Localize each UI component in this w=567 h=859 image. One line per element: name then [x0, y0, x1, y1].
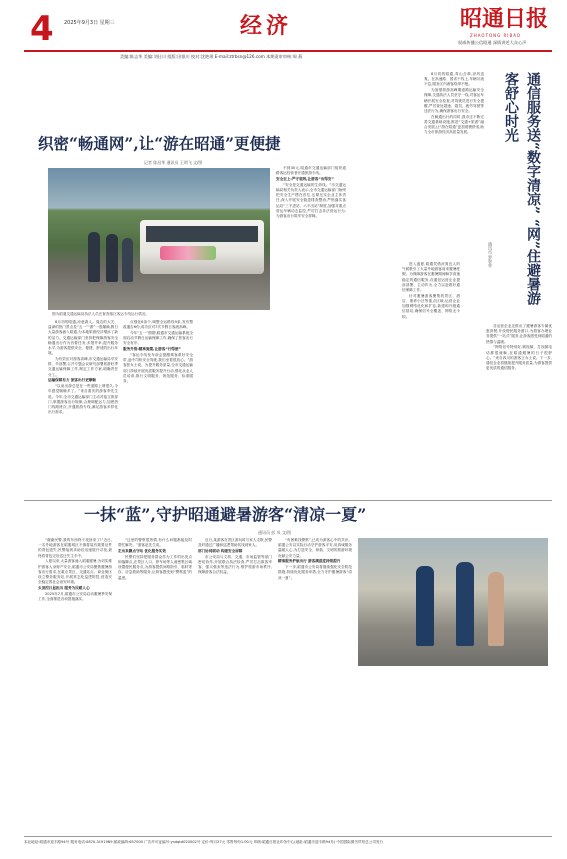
- subheading: 走出来蹲点守站 优化服务实效: [118, 549, 166, 553]
- article-headline: 一抹“蓝”,守护昭通避暑游客“清凉一夏”: [84, 505, 367, 524]
- article-photo: [358, 538, 548, 666]
- paragraph: 下一步,昭通市公安局将继续强化安全防范措施,持续优化服务举措,全力守护避暑游客“清凉一夏”。: [278, 565, 352, 580]
- subheading: 运输保障有力 旅客出行更顺畅: [48, 378, 96, 383]
- paragraph: “以前出游总是在一些道路上堵很久,今年感觉顺畅多了。”来自重庆的游客李先生说。今年,全市交通运输部门主动对接文旅部门,掌握游客出行规律,合理调配运力,加密热门线路班次,开通旅游专线,满足游客多样化出行需求。: [48, 384, 118, 415]
- paragraph: 民警们坚持把服务群众作为工作的出发点和落脚点,在景区入口、停车场等人流密集区域设置便民服务点,为游客提供问路指引、临时寄存、应急救助等服务,让游客感受到“警察蓝”的温度。: [118, 554, 192, 580]
- article-column: [123, 320, 193, 494]
- issue-date: 2025年9月3日 星期三: [64, 20, 115, 26]
- officer-figure: [416, 566, 434, 646]
- paper-tagline: 权威传播公信昭通 深情讲述大众心声: [458, 40, 527, 45]
- bus-window-band: [146, 226, 258, 242]
- bus-graphic: [140, 220, 264, 274]
- officer-figure: [456, 562, 474, 646]
- paragraph: 近日,某游客在景区游玩时与家人走散,民警及时通过广播和巡逻帮助其找到家人。: [198, 538, 272, 548]
- page-footer: 本社地址:昭通市迎丰路94号 服务电话:0870-3191989 邮政编码:657000 广告许可证编号:yndgtd020002号 定价:每月27元 零售每份1.00元 印刷:昭通日报社印务中心(地址:昭通市迎丰路94号) 中国国际图书贸易总公司发行: [24, 840, 384, 844]
- article-column: [486, 324, 552, 492]
- paragraph: 点强化6条个,调整全运路线9条,发布整改通告6份,成功应对7次节假日客流高峰。: [123, 320, 193, 330]
- subheading: 精准服务护航出行 游客满意度持续提升: [278, 559, 341, 564]
- paragraph: 不到30元,昭通市交通运输部门组织道路客运经营者开通旅游专线。: [276, 166, 346, 176]
- article-column: [278, 538, 352, 824]
- paragraph: “客运专线发车前会提醒乘客系好安全带,途中司机安全驾驶,我们坐着很放心。”游客张女士说。为提升服务质量,全市交通运输部门持续开展优质服务提升行动,强化从业人员培训,推行文明服务、规范服务、标准服务。: [123, 353, 193, 384]
- paragraph: “网络信号特别好,刷视频、打视频电话都很流畅,在昭通避暑的日子很舒心。”来自四川的游客王女士说。下一步,通信企业将继续提升服务质量,为游客提供更优质的通信服务。: [486, 345, 552, 371]
- subheading: 安全至上:严守底线,让游客“出得安”: [276, 177, 334, 181]
- paragraph: “这里的警察很热情,有什么问题都能及时帮忙解决。”游客赵先生说。: [118, 538, 192, 548]
- section-title: 经济: [240, 14, 293, 39]
- article-headline: 织密“畅通网”,让“游在昭通”更便捷: [38, 134, 281, 153]
- staff-line: 美编:陈志华 美编:刘仕川 组版:田银川 校对:沈艳瑶 E-mail:ztrbsn@126.com 本期责审审核:周 燕: [120, 54, 303, 59]
- paragraph: “安全是交通运输的生命线。”市交通运输局相关负责人表示,全市交通运输部门始终把安全生产摆在首位,压紧压实企业主体责任,深入开展安全隐患排查整治,严格落实客运站“三不进站、六不出站”制度,加强对重点营运车辆动态监控,严厉打击非法营运行为,为游客出行筑牢安全屏障。: [276, 182, 346, 219]
- article-headline: 通信服务送“数字清凉” “网”住避暑游客舒心时光: [503, 72, 541, 306]
- article-column: [198, 538, 272, 824]
- officer-figure: [88, 232, 100, 282]
- paragraph: 市公安局与文旅、交通、市场监管等部门密切协作,开展联合执法检查,严厉打击欺客宰客、强买强卖等违法行为,维护旅游市场秩序,保障游客合法权益。: [198, 554, 272, 575]
- article-column: [38, 538, 112, 824]
- article-column: [198, 320, 268, 494]
- page-header: [0, 0, 567, 62]
- article-column: [456, 672, 548, 824]
- article-column: [48, 320, 118, 494]
- article-column: [118, 538, 192, 824]
- paragraph: 在畅通出行的同时,我市还不断完善交通基础设施,推进“交通+旅游”融合发展,让“游在昭通”更加便捷舒适,助力全市旅游经济高质量发展。: [424, 114, 484, 135]
- paragraph: 进入盛夏,昭通凭借凉爽宜人的气候吸引了大量外地游客前来避暑度假。为保障游客在避暑期间畅享高速稳定的通信服务,各通信运营企业提前部署、主动作为,全力以赴做好通信保障工作。: [402, 262, 460, 293]
- paragraph: 2025年7月,昭通市公安局启动避暑季安保工作,全面推进各项措施落实。: [38, 591, 112, 602]
- header-rule: [24, 50, 552, 52]
- article-byline: 通讯员 罗智荣: [488, 242, 493, 268]
- paragraph: 今年“五一”假期,昭通市交通运输系统全面启动节假日运输保障工作,确保了旅客出行安全有序。: [123, 331, 193, 346]
- paragraph: 针对避暑游客聚集的景区、酒店、康养小区等重点区域,运营企业加强网络优化和扩容,新建和升级通信基站,确保信号全覆盖、网络无卡顿。: [402, 293, 460, 319]
- paragraph: 入夏以来,大量游客涌入昭通避暑,为切实维护游客人身财产安全,昭通市公安局聚焦避暑游客出行需求,在重点景区、交通站点、商业街区设立警务服务站,开展常态化巡逻防控,营造安全稳定的社会治安环境。: [38, 559, 112, 585]
- subheading: 服务升级:精准施策,让游客“行得便”: [123, 347, 181, 352]
- section-divider: [24, 500, 552, 501]
- paragraph: 各运营企业还推出了避暑游客专属优惠套餐,开设便民服务窗口,为游客办理业务提供“一站式”服务,让游客感受到昭通的热情与温暖。: [486, 324, 552, 344]
- paragraph: 8月初的昭通,青山含翠,凉风送爽。在高速路、国省干线上,车辆川流不息,服务区内游客络绎不绝。: [424, 72, 484, 87]
- officer-figure: [106, 234, 118, 282]
- paragraph: “谢谢民警,我的东西终于找回来了!”近日,一名外地游客在昭通城区不慎将装有重要证件的背包遗失,民警接到求助后迅速展开寻找,最终将背包完好送还失主手中。: [38, 538, 112, 558]
- paper-pinyin: ZHAOTONG RIBAO: [470, 33, 522, 38]
- bus-decal: [160, 246, 216, 260]
- paragraph: 为加强旅游高峰期道路运输安全保障,交通执法人员坚守一线,对客运车辆开展安全检查,对驾驶员进行安全提醒,严厉查处超速、超员、疲劳驾驶等违法行为,确保游客出行安全。: [424, 88, 484, 114]
- article-byline: 记者 陈昌华 通讯员 王明飞 文/图: [144, 160, 203, 165]
- subheading: 头顶烈日显担当 服务为民暖人心: [38, 586, 90, 591]
- page-number: 4: [30, 9, 54, 49]
- article-column: [358, 672, 450, 824]
- tourist-figure: [488, 572, 504, 646]
- section-divider: [24, 836, 552, 837]
- article-telecom: [484, 62, 554, 502]
- paragraph: 为有效应对游客高峰,市交通运输局早安排、早部署,召开专题会议研究部署旅游旺季交通运输保障工作,制定工作方案,明确责任分工。: [48, 357, 118, 377]
- officer-figure: [122, 238, 133, 282]
- article-byline: 通讯员 彭 凤 文/图: [258, 530, 292, 535]
- article-photo: [48, 168, 270, 310]
- photo-caption: 图为昭通交通运输局执法人员在督查辖区客运专线运行情况。: [52, 312, 150, 316]
- article-column: [402, 262, 460, 430]
- article-police: [24, 504, 552, 834]
- paper-logo: 昭通日报: [460, 6, 549, 32]
- article-column: [276, 166, 346, 494]
- subheading: 部门协同联动 构建安全屏障: [198, 549, 243, 553]
- paragraph: “有困难找警察”,已成为游客心中的共识。昭通公安以实际行动守护游客平安,用真诚服务温暖人心,为打造安全、和谐、文明的旅游环境贡献公安力量。: [278, 538, 352, 558]
- paragraph: 8月初的昭通,凉意袭人。周边的大关、盐津的热门景点及“五一”“游”一度爆满,假日大量游客涌入昭通,为本地旅游经济增添了新的活力。交通运输部门坚持把保障游客安全畅通出行作为首要任务,多措并举,提升服务水平,为游客提供安全、便捷、舒适的出行环境。: [48, 320, 118, 356]
